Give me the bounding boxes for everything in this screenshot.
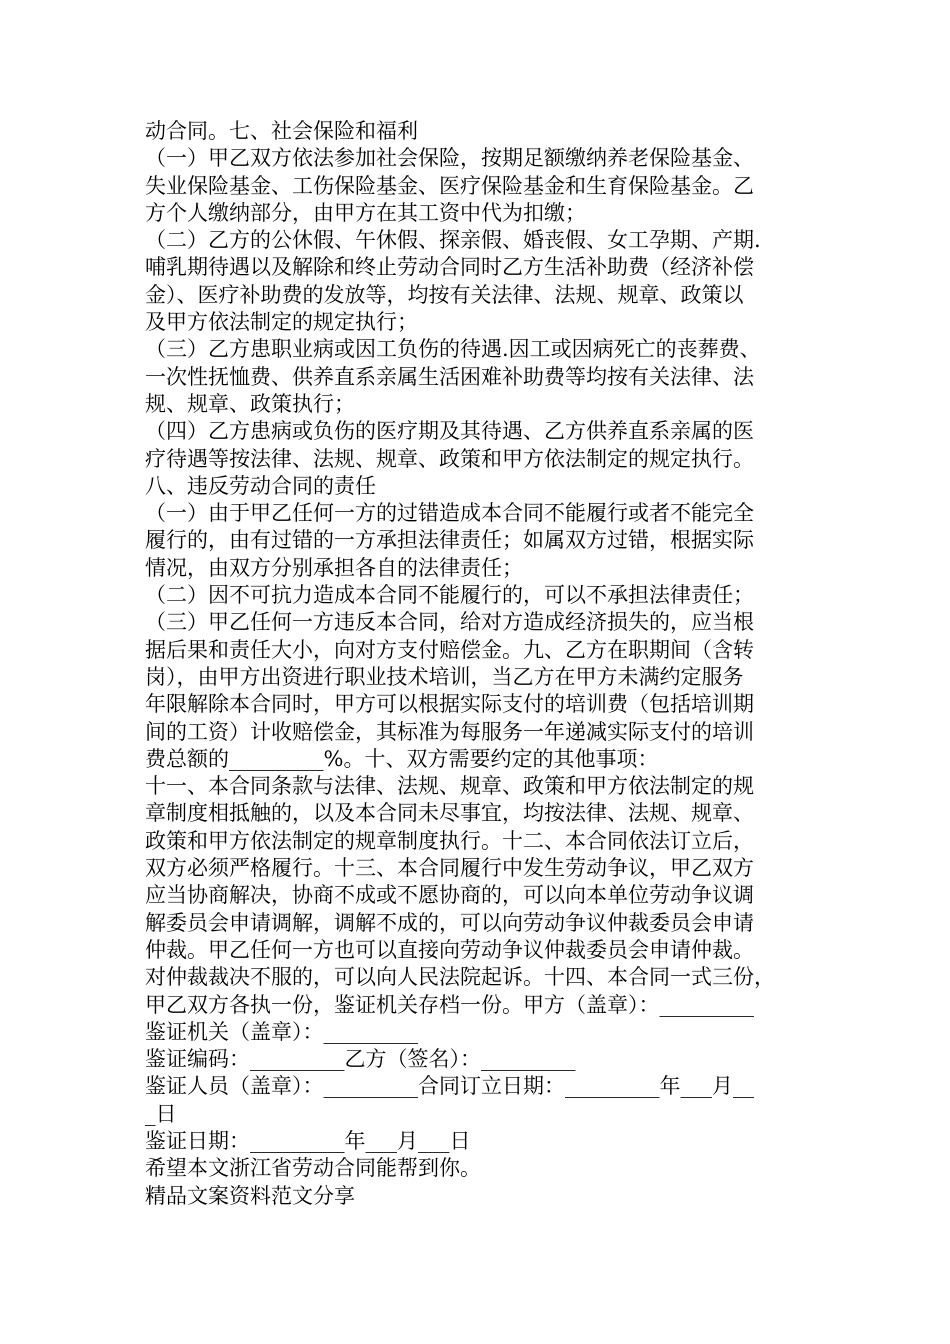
text-line: 鉴证日期：_________年___月___日 xyxy=(145,1128,471,1153)
text-line: （二）乙方的公休假、午休假、探亲假、婚丧假、女工孕期、产期. xyxy=(145,228,761,253)
text-line: 一次性抚恤费、供养直系亲属生活困难补助费等均按有关法律、法 xyxy=(145,364,754,389)
text-line: 章制度相抵触的，以及本合同未尽事宜，均按法律、法规、规章、 xyxy=(145,801,754,826)
text-line: 政策和甲方依法制定的规章制度执行。十二、本合同依法订立后， xyxy=(145,828,754,853)
text-line: 八、违反劳动合同的责任 xyxy=(145,473,376,498)
text-line: 间的工资）计收赔偿金，其标准为每服务一年递减实际支付的培训 xyxy=(145,719,754,744)
text-line: 履行的，由有过错的一方承担法律责任；如属双方过错，根据实际 xyxy=(145,528,754,553)
text-line: （三）甲乙任何一方违反本合同，给对方造成经济损失的，应当根 xyxy=(145,610,754,635)
text-line: 鉴证编码：_________乙方（签名）：_________ xyxy=(145,1047,576,1072)
text-line: 对仲裁裁决不服的，可以向人民法院起诉。十四、本合同一式三份， xyxy=(145,965,775,990)
text-line: （一）甲乙双方依法参加社会保险，按期足额缴纳养老保险基金、 xyxy=(145,146,754,171)
text-line: （一）由于甲乙任何一方的过错造成本合同不能履行或者不能完全 xyxy=(145,501,754,526)
text-line: 动合同。七、社会保险和福利 xyxy=(145,119,418,143)
text-line: 解委员会申请调解，调解不成的，可以向劳动争议仲裁委员会申请 xyxy=(145,910,754,935)
text-line: 据后果和责任大小，向对方支付赔偿金。九、乙方在职期间（含转 xyxy=(145,637,754,662)
text-line: （四）乙方患病或负伤的医疗期及其待遇、乙方供养直系亲属的医 xyxy=(145,419,754,444)
text-line: 岗），由甲方出资进行职业技术培训，当乙方在甲方未满约定服务 xyxy=(145,664,744,689)
text-line: 希望本文浙江省劳动合同能帮到你。 xyxy=(145,1156,481,1181)
text-line: 哺乳期待遇以及解除和终止劳动合同时乙方生活补助费（经济补偿 xyxy=(145,255,754,280)
text-line: _日 xyxy=(145,1101,177,1126)
text-line: 情况，由双方分别承担各自的法律责任； xyxy=(145,555,523,580)
text-line: 应当协商解决，协商不成或不愿协商的，可以向本单位劳动争议调 xyxy=(145,883,754,908)
text-line: 仲裁。甲乙任何一方也可以直接向劳动争议仲裁委员会申请仲裁。 xyxy=(145,937,754,962)
text-line: 疗待遇等按法律、法规、规章、政策和甲方依法制定的规定执行。 xyxy=(145,446,754,471)
text-line: 及甲方依法制定的规定执行； xyxy=(145,310,418,335)
text-line: 精品文案资料范文分享 xyxy=(145,1183,355,1208)
text-line: 失业保险基金、工伤保险基金、医疗保险基金和生育保险基金。乙 xyxy=(145,173,754,198)
text-line: 甲乙双方各执一份，鉴证机关存档一份。甲方（盖章）：_________ xyxy=(145,992,754,1017)
text-line: 费总额的_________%。十、双方需要约定的其他事项： xyxy=(145,746,659,771)
text-line: （二）因不可抗力造成本合同不能履行的，可以不承担法律责任； xyxy=(145,583,754,608)
text-line: 鉴证机关（盖章）：_________ xyxy=(145,1019,418,1044)
document-body xyxy=(145,118,815,1210)
text-line: 年限解除本合同时，甲方可以根据实际支付的培训费（包括培训期 xyxy=(145,692,754,717)
text-line: 双方必须严格履行。十三、本合同履行中发生劳动争议，甲乙双方 xyxy=(145,856,754,881)
text-line: 十一、本合同条款与法律、法规、规章、政策和甲方依法制定的规 xyxy=(145,774,754,799)
text-line: 方个人缴纳部分，由甲方在其工资中代为扣缴； xyxy=(145,200,586,225)
text-line: 鉴证人员（盖章）：_________合同订立日期：_________年___月__ xyxy=(145,1074,754,1099)
text-line: 金）、医疗补助费的发放等，均按有关法律、法规、规章、政策以 xyxy=(145,282,744,307)
text-line: 规、规章、政策执行； xyxy=(145,391,355,416)
text-line: （三）乙方患职业病或因工负伤的待遇.因工或因病死亡的丧葬费、 xyxy=(145,337,761,362)
